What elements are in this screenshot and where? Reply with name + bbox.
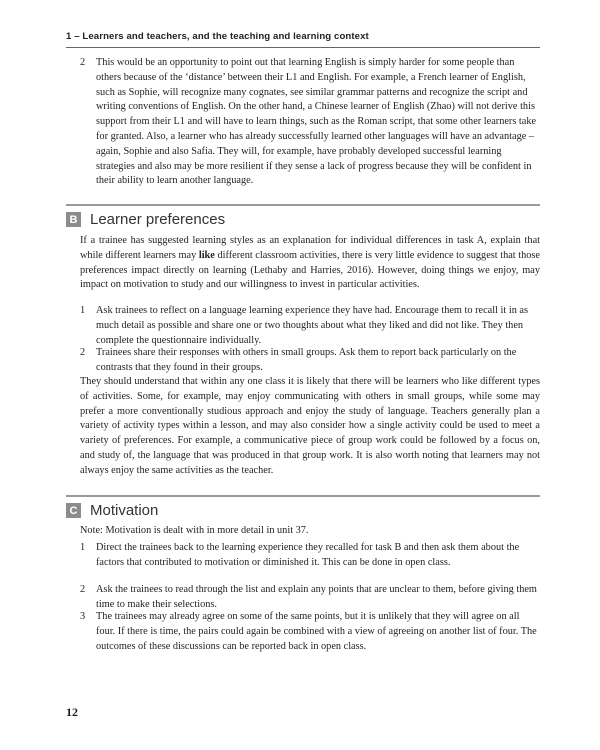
item-number: 2 — [80, 347, 86, 358]
section-b-paragraph-2: They should understand that within any one class it is likely that there will be learners who like different types of activities. Some, for example, may enjoy communicating with others in small groups, while some may prefer a more conventionally studious approach and enjoy the study of language. Teachers generally plan a variety of activity types within a lesson, and may also consider how a single activity could be used to meet a variety of preferences. For example, a communicative piece of group work could be followed by a focus on, and study of, the language that was produced in that group work. It is also worth noting that learners may not always enjoy the same activities as the teacher. — [80, 376, 540, 476]
item-text: Ask the trainees to read through the list and explain any points that are unclear to them, before giving them time to make their selections. — [96, 584, 537, 610]
emphasis-like: like — [198, 249, 215, 261]
section-c-note: Note: Motivation is dealt with in more detail in unit 37. — [80, 525, 309, 536]
section-divider — [66, 495, 540, 497]
section-c-list-item — [80, 583, 540, 613]
section-title: Motivation — [90, 502, 159, 519]
item-text: The trainees may already agree on some of the same points, but it is unlikely that they will agree on all four. If there is time, the pairs could again be combined with a view of agreeing on another list of four. The outcomes of these discussions can be reported back in open class. — [96, 611, 537, 652]
para-text: different classroom activities, there is very little evidence to suggest that those preferences impact directly on learning (Lethaby and Harries, 2016). However, doing things we enjoy, may impact on motivation to study and our willingness to invest in particular activities. — [80, 249, 540, 291]
header-rule — [66, 47, 540, 48]
page-number: 12 — [66, 705, 78, 719]
item-text: This would be an opportunity to point out that learning English is simply harder for some people than others because of the ‘distance’ between their L1 and English. For example, a French learner of English, such as Sophie, will recognize many cognates, see similar grammar patterns and recognize the script and writing conventions of English. On the other hand, a Chinese learner of English (Zhao) will not derive this support from their L1 and will have to learn things, such as the Roman script, that some other learners take for granted. Also, a learner who has already successfully learned other languages will have an advantage – again, Sophie and also Safia. They will, for example, have probably developed successful learning strategies and also may be more resilient if they sense a lack of progress because they will be confident in their ability to learn another language. — [96, 57, 537, 187]
intro-list-item — [80, 56, 540, 189]
section-badge: C — [66, 503, 81, 518]
section-divider — [66, 204, 540, 206]
section-c-list-item — [80, 610, 540, 654]
item-text: Direct the trainees back to the learning experience they recalled for task B and then ask them about the factors that contributed to motivation or diminished it. This can be done in open class. — [96, 542, 520, 568]
section-c-heading — [66, 502, 158, 519]
item-number: 1 — [80, 542, 86, 553]
section-b-list-item — [80, 304, 540, 348]
running-head: 1 – Learners and teachers, and the teaching and learning context — [66, 31, 369, 42]
section-title: Learner preferences — [90, 211, 226, 228]
section-b-paragraph-1 — [80, 234, 540, 293]
item-number: 3 — [80, 611, 86, 622]
section-b-heading — [66, 211, 225, 228]
item-number: 2 — [80, 57, 86, 68]
para-text: If a trainee has suggested learning styles as an explanation for individual differences in task A, explain that while different learners may — [80, 235, 540, 261]
item-number: 1 — [80, 305, 86, 316]
section-c-list-item — [80, 541, 540, 571]
item-text: Trainees share their responses with others in small groups. Ask them to report back particularly on the contrasts that they found in their groups. — [96, 347, 517, 373]
item-text: Ask trainees to reflect on a language learning experience they have had. Encourage them to recall it in as much detail as possible and share one or two thoughts about what they liked and did not like. They then complete the questionnaire individually. — [96, 305, 528, 346]
item-number: 2 — [80, 584, 86, 595]
section-b-list-item — [80, 346, 540, 376]
section-badge: B — [66, 212, 81, 227]
